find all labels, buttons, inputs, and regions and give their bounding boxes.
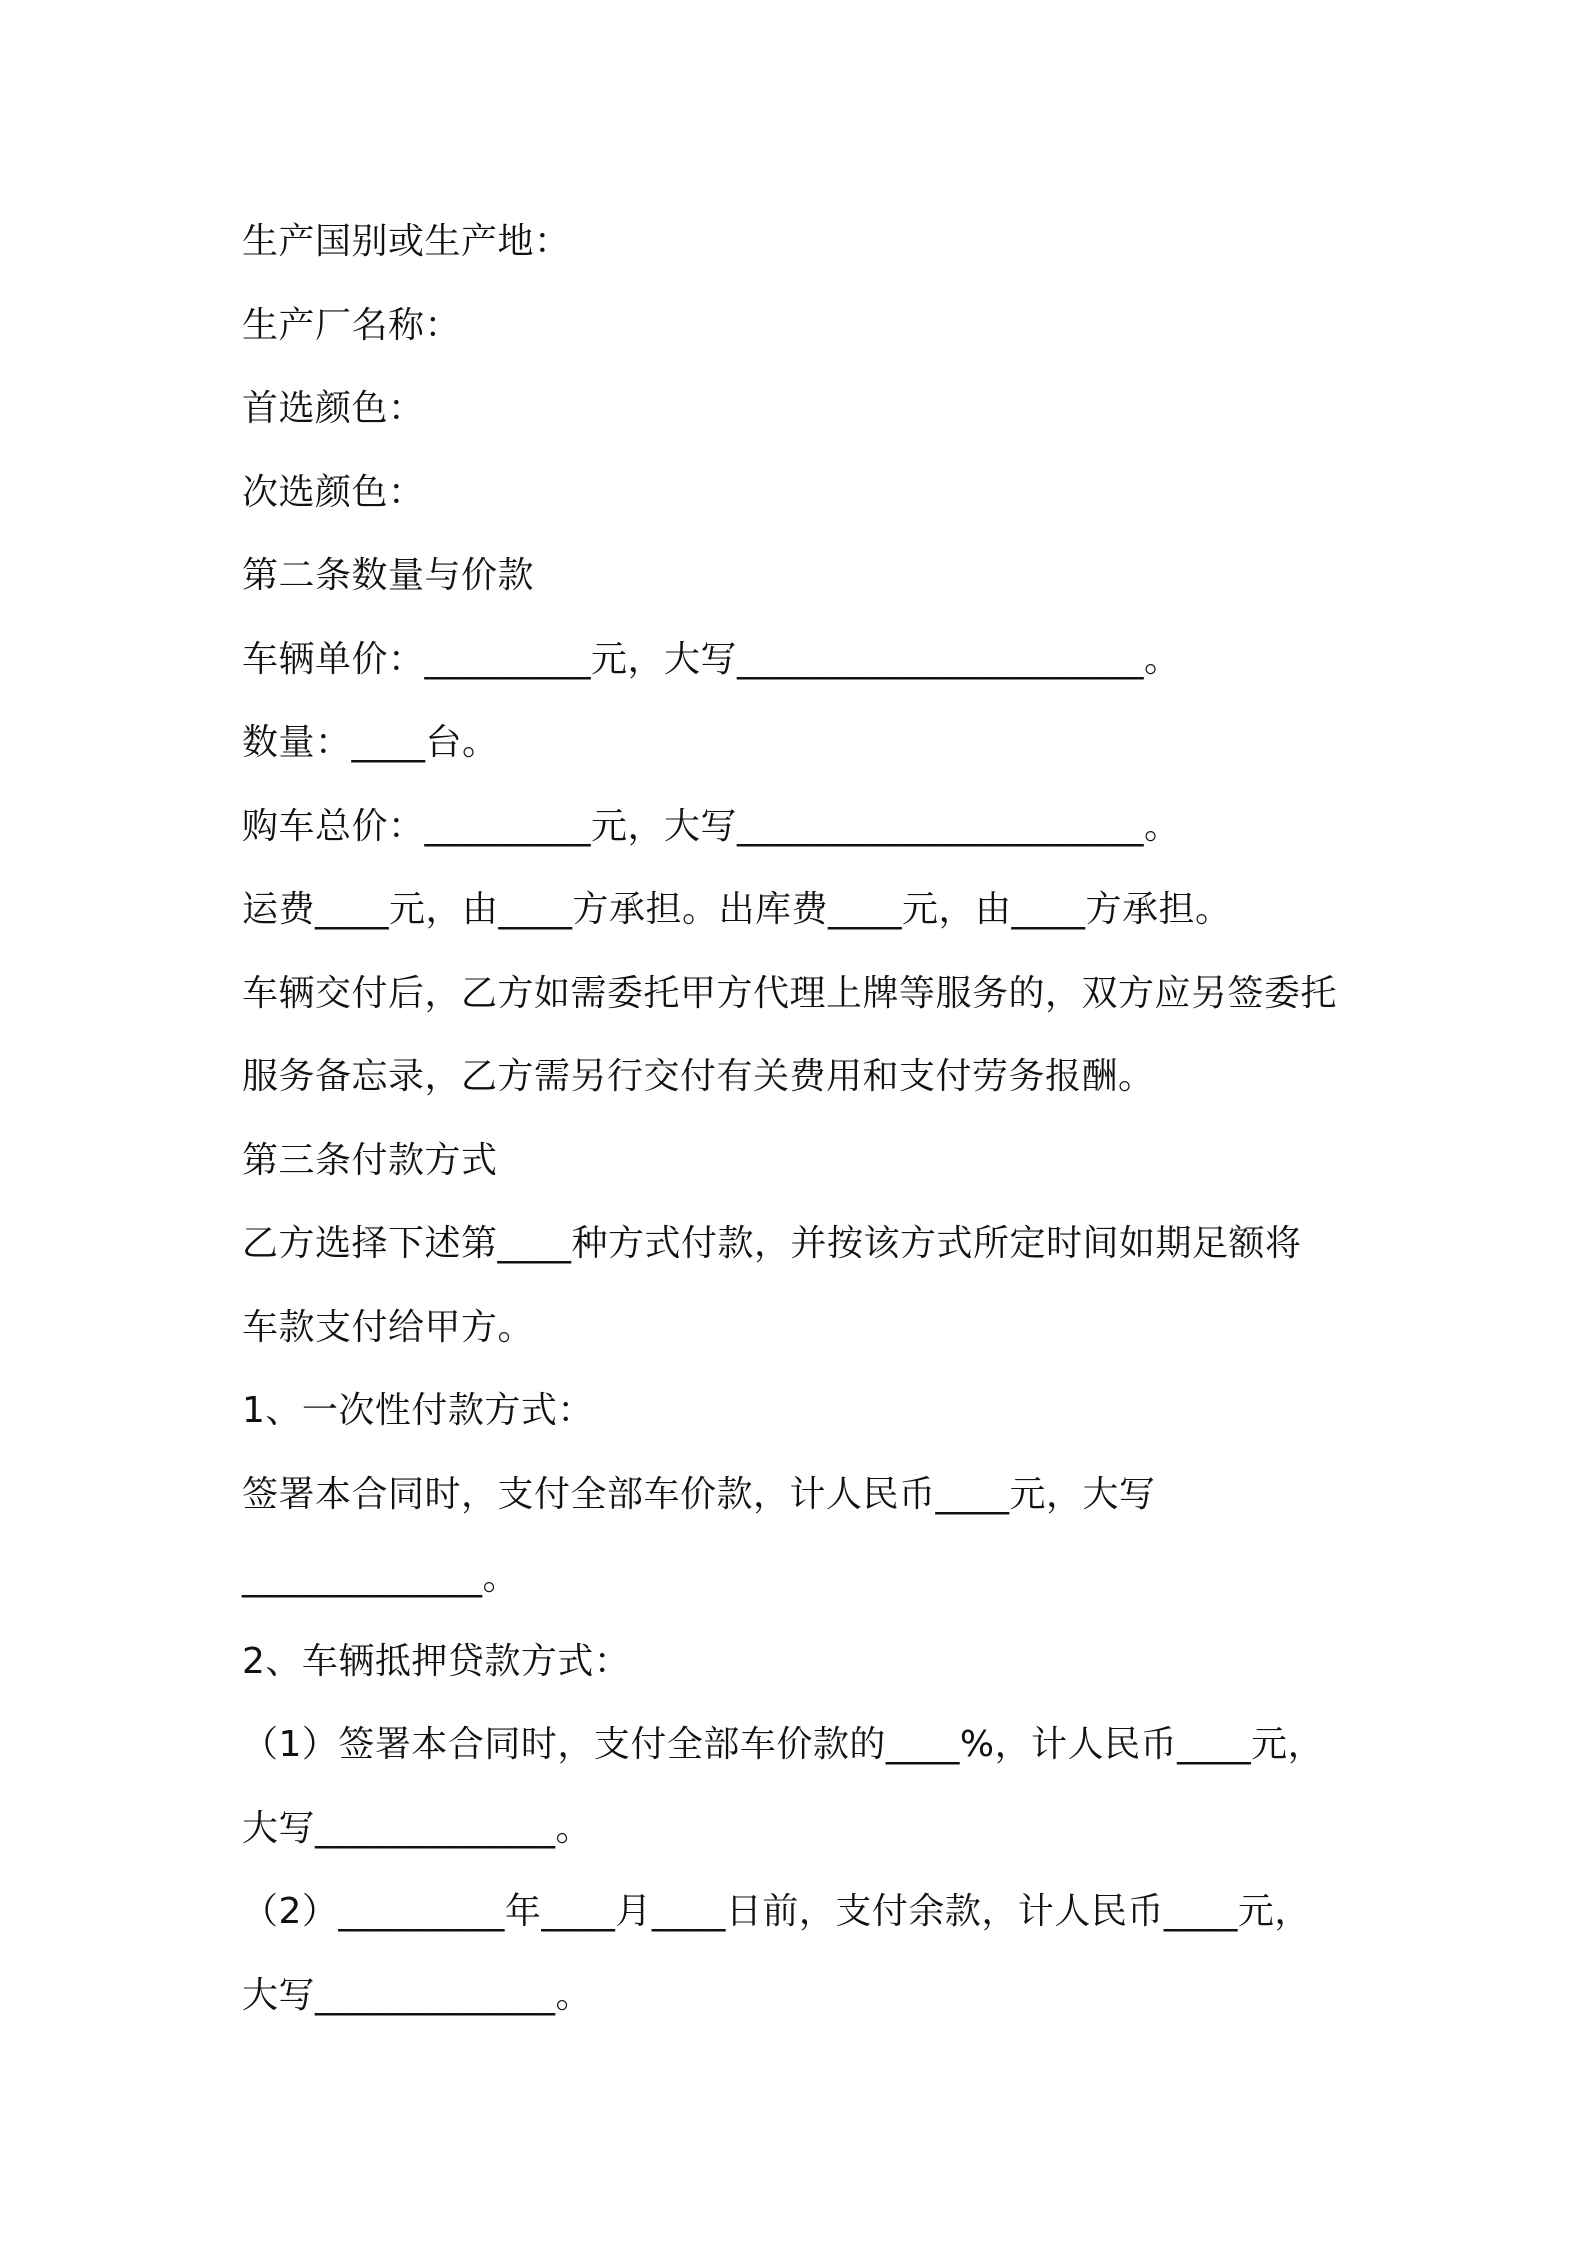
section-heading-payment: 第三条付款方式: [242, 1139, 498, 1181]
item-lump-sum-line-1: 签署本合同时，支付全部车价款，计人民币____元，大写: [242, 1473, 1156, 1515]
field-quantity: 数量：____台。: [242, 722, 499, 763]
field-freight-fees: 运费____元，由____方承担。出库费____元，由____方承担。: [242, 889, 1232, 930]
paragraph-delivery-line-2: 服务备忘录，乙方需另行交付有关费用和支付劳务报酬。: [242, 1056, 1155, 1097]
document-page: [242, 200, 1362, 2037]
field-manufacturer: 生产厂名称：: [242, 304, 462, 346]
field-total-price: 购车总价：_________元，大写______________________。: [242, 805, 1181, 847]
paragraph-payment-choice-line-1: 乙方选择下述第____种方式付款，并按该方式所定时间如期足额将: [242, 1223, 1302, 1264]
field-origin: 生产国别或生产地：: [242, 221, 571, 262]
item-mortgage-heading: 2、车辆抵押贷款方式：: [242, 1640, 631, 1682]
paragraph-payment-choice-line-2: 车款支付给甲方。: [242, 1306, 535, 1348]
item-mortgage-1-line-2: 大写_____________。: [242, 1807, 593, 1849]
paragraph-delivery-line-1: 车辆交付后，乙方如需委托甲方代理上牌等服务的，双方应另签委托: [242, 972, 1338, 1014]
section-heading-quantity-price: 第二条数量与价款: [242, 555, 535, 596]
field-secondary-color: 次选颜色：: [242, 471, 425, 513]
field-primary-color: 首选颜色：: [242, 388, 425, 429]
field-unit-price: 车辆单价：_________元，大写______________________。: [242, 638, 1181, 680]
item-mortgage-2-line-1: （2）_________年____月____日前，支付余款，计人民币____元，: [242, 1891, 1311, 1932]
item-lump-sum-line-2: _____________。: [242, 1557, 519, 1598]
item-mortgage-1-line-1: （1）签署本合同时，支付全部车价款的____%，计人民币____元，: [242, 1724, 1325, 1765]
item-lump-sum-heading: 1、一次性付款方式：: [242, 1390, 594, 1431]
item-mortgage-2-line-2: 大写_____________。: [242, 1974, 593, 2016]
